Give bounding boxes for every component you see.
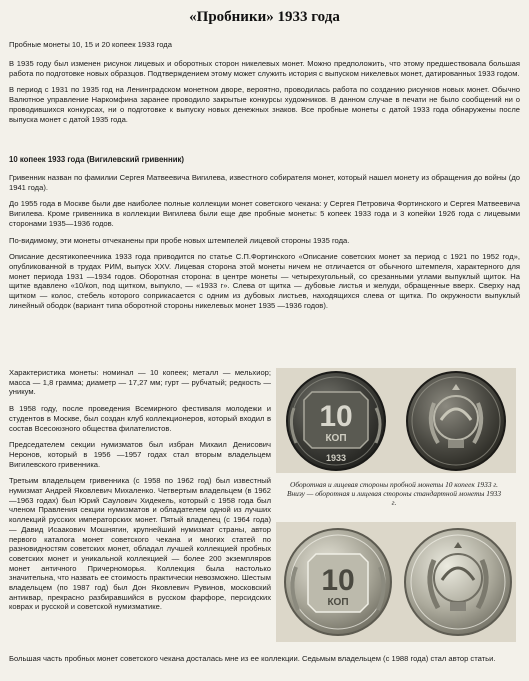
photo-standard-coin [276,522,516,642]
coin-reverse-standard [285,529,391,635]
paragraph: До 1955 года в Москве были две наиболее полные коллекции монет советского чекана: у Сергея Петровича Фортинского и Сергея Матвеевича Вигилева. Кроме гривенника в коллекции Вигилева были еще две пробные монеты: 5 копеек 1933 года и 3 копейки 1926 года с лицевыми сторонами 1935—1936 годов. [9,199,520,228]
intro-label: Пробные монеты 10, 15 и 20 копеек 1933 года [9,40,172,49]
paragraph: Описание десятикопеечника 1933 года приводится по статье С.П.Фортинского «Описание советских монет за период с 1921 по 1952 год», опубликованной в трудах РИМ, выпуск XXV. Лицевая сторона этой монеты ничем не отличается от обычного штемпеля, характерного для монет периода 1931 —1934 годов. Оборотная сторона: в центре монеты — четырехугольный, со срезанными углами выпуклый щиток. На щитке вдавлено «10/коп, под щитком, выпукло, — «1933 г». Слева от щитка — дубовые листья и желуди, обращенные вверх. Сверху над щитком — колос, стебель которого соприкасается с одним из дубовых листьев, находящихся слева от щитка. По окружности выпуклый линейный ободок (вариант типа оборотной стороны никелевых монет 1935 —1936 годов). [9,252,520,310]
coin-obverse-proof [407,372,505,470]
paragraph: В 1958 году, после проведения Всемирного фестиваля молодежи и студентов в Москве, был создан клуб коллекционеров, который входил в состав Всесоюзного общества филателистов. [9,404,271,433]
section-heading: 10 копеек 1933 года (Вигилевский гривенник) [9,155,184,164]
intro-label-block [9,40,520,50]
page-title: «Пробники» 1933 года [189,9,340,25]
coin-reverse-proof [287,372,385,470]
top-paragraphs [9,59,520,124]
proof-coin-photo [276,368,516,473]
coin-year: 1933 [325,453,347,463]
paragraph: По-видимому, эти монеты отчеканены при пробе новых штемпелей лицевой стороны 1935 года. [9,235,350,245]
paragraph: Третьим владельцем гривенника (с 1958 по 1962 год) был известный нумизмат Андрей Яковлевич Михаленко. Четвертым владельцем (в 1962—1963 годах) был Юрий Саулович Хидекель, который с 1958 года был членом Правления секции нумизматов и обладателем одной из лучших коллекций русских императорских монет. Пятый владелец (с 1964 года) — Давид Исаакович Мошнягин, крупнейший нумизмат страны, автор первого каталога монет советского чекана и многих статей по разновидностям советских монет, обладал лучшей коллекцией пробных советских монет и уникальной коллекцией — более 200 экземпляров монет античного Причерноморья. Коллекция была настолько значительна, что назвать ее стоимость практически невозможно. Шестым владельцем (по 1987 год) был Дон Яковлевич Рувинов, московский антиквар, прекрасно разбиравшийся в русском фарфоре, персидских коврах и русской и советской нумизматике. [9,476,271,612]
photo-caption: Оборотная и лицевая стороны пробной монеты 10 копеек 1933 г. Внизу — оборотная и лицевая стороны стандартной монеты 1933 г. [286,480,502,507]
bottom-paragraph-block [9,654,520,664]
photo-proof-coin [276,368,516,473]
coin-denomination: 10 [321,564,355,597]
mid-paragraphs [9,173,520,310]
left-column [9,368,271,612]
paragraph: Характеристика монеты: номинал — 10 копеек; металл — мельхиор; масса — 1,8 грамма; диаметр — 17,27 мм; гурт — рубчатый; редкость — уникум. [9,368,271,397]
paragraph: Председателем секции нумизматов был избран Михаил Денисович Неронов, который в 1956 —1957 годах стал вторым владельцем Вигилевского гривенника. [9,440,271,469]
coin-unit: КОП [325,433,347,444]
section-heading-block [9,155,520,165]
paragraph: Гривенник назван по фамилии Сергея Матвеевича Вигилева, известного собирателя монет, который нашел монету из обращения до войны (до 1941 года). [9,173,520,192]
coin-denomination: 10 [319,400,353,433]
standard-coin-photo [276,522,516,642]
paragraph: В 1935 году был изменен рисунок лицевых и оборотных сторон никелевых монет. Можно предположить, что этому предшествовала большая работа по подготовке новых образцов. Подтверждением этому может служить история с выпуском никелевых монет, датированных 1933 годом. [9,59,520,78]
coin-unit: КОП [327,597,349,608]
coin-obverse-standard [405,529,511,635]
paragraph: В период с 1931 по 1935 год на Ленинградском монетном дворе, вероятно, проводилась работа по созданию рисунков новых монет. Обычно Валютное управление Наркомфина заранее проводило закрытые конкурсы художников. В данном случае в печати не было сообщений ни о проводившихся конкурсах, ни о подготовке к выпуску новых денежных знаков. Все пробные монеты с датой 1933 года обнаружены после выпуска монет с датой 1935 года. [9,85,520,124]
paragraph: Большая часть пробных монет советского чекана досталась мне из ее коллекции. Седьмым владельцем (с 1988 года) стал автор статьи. [9,654,496,663]
